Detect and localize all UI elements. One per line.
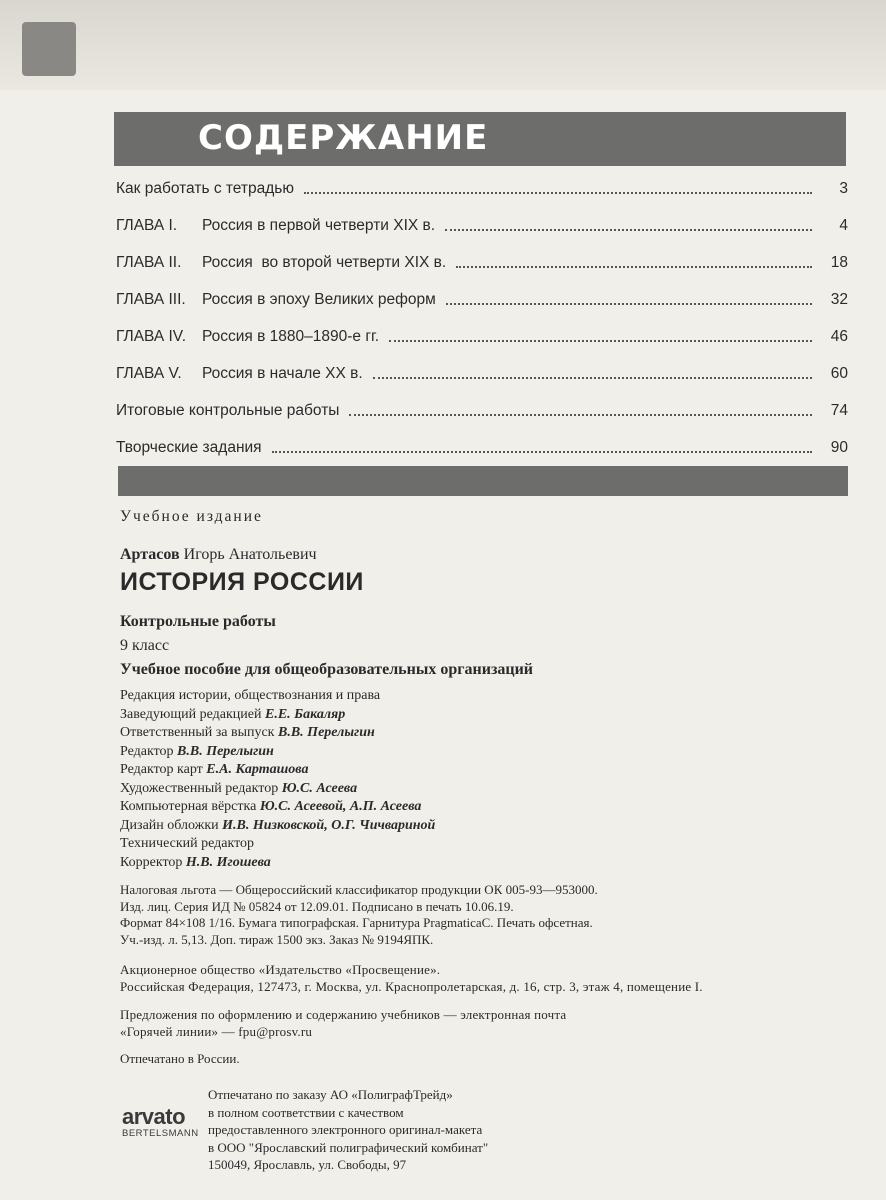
toc-title: СОДЕРЖАНИЕ <box>198 118 489 158</box>
toc-banner <box>114 112 846 166</box>
logo-main-text: arvato <box>122 1104 186 1129</box>
arvato-logo <box>122 1106 200 1139</box>
toc-entry-chapter: ГЛАВА IV. <box>116 327 187 345</box>
tech-line: Налоговая льгота — Общероссийский классификатор продукции ОК 005-93—953000. <box>120 882 598 897</box>
toc-entry-page: 3 <box>839 179 848 197</box>
credits-list <box>120 687 860 872</box>
tech-line: Формат 84×108 1/16. Бумага типографская. Гарнитура PragmaticaC. Печать офсетная. <box>120 915 593 930</box>
toc-entry-title: Россия в первой четверти XIX в. <box>202 216 436 234</box>
credit-name: В.В. Перелыгин <box>278 725 375 740</box>
toc-entry <box>116 392 848 429</box>
publisher-details <box>120 961 860 995</box>
author-surname: Артасов <box>120 546 180 563</box>
toc-entry-page: 74 <box>830 401 848 419</box>
toc-entry-chapter: ГЛАВА V. <box>116 364 182 382</box>
grade: 9 класс <box>120 637 170 654</box>
credit-line <box>120 854 860 873</box>
toc-entry <box>116 355 848 392</box>
printer-line: 150049, Ярославль, ул. Свободы, 97 <box>208 1157 407 1172</box>
toc-entry-chapter: ГЛАВА I. <box>116 216 178 234</box>
toc-entry <box>116 244 848 281</box>
toc-entry-page: 60 <box>830 364 848 382</box>
toc-entry <box>116 170 848 207</box>
publisher-line: Акционерное общество «Издательство «Просвещение». <box>120 962 441 977</box>
credit-line <box>120 798 860 817</box>
author-name: Игорь Анатольевич <box>183 546 317 563</box>
credit-name: Е.А. Карташова <box>206 762 309 777</box>
printer-details <box>208 1086 488 1174</box>
credit-role: Художественный редактор <box>120 780 279 796</box>
book-purpose: Учебное пособие для общеобразовательных организаций <box>120 661 534 678</box>
credit-name: Н.В. Игошева <box>185 854 271 870</box>
credit-line <box>120 780 860 799</box>
logo-sub-text: BERTELSMANN <box>122 1128 199 1139</box>
credit-line <box>120 687 860 706</box>
printed-in: Отпечатано в России. <box>120 1051 240 1066</box>
toc-leader-dots <box>304 192 812 194</box>
printer-line: в полном соответствии с качеством <box>208 1104 404 1120</box>
credit-line <box>120 743 860 762</box>
contact-details <box>120 1006 860 1040</box>
book-subtitle: Контрольные работы <box>120 613 276 630</box>
credit-line <box>120 706 860 725</box>
toc-leader-dots <box>272 451 812 453</box>
toc-entry-page: 18 <box>830 253 848 271</box>
printer-line: Отпечатано по заказу АО «ПолиграфТрейд» <box>208 1087 453 1102</box>
credit-role: Технический редактор <box>120 836 255 851</box>
credit-name: В.В. Перелыгин <box>177 743 274 759</box>
toc-leader-dots <box>446 303 812 305</box>
toc-entry-title: Россия в эпоху Великих реформ <box>202 290 436 308</box>
toc-leader-dots <box>456 266 812 268</box>
tech-line: Изд. лиц. Серия ИД № 05824 от 12.09.01. Подписано в печать 10.06.19. <box>120 898 514 914</box>
toc-entry <box>116 207 848 244</box>
credit-line <box>120 817 860 836</box>
credit-role: Корректор <box>120 854 183 870</box>
credit-name: Ю.С. Асеевой, А.П. Асеева <box>259 799 422 814</box>
edition-type: Учебное издание <box>120 508 263 525</box>
toc-entry-chapter: ГЛАВА III. <box>116 290 186 308</box>
toc-entry-title: Как работать с тетрадью <box>116 179 294 197</box>
author <box>120 546 860 564</box>
toc-entry <box>116 281 848 318</box>
tech-line: Уч.-изд. л. 5,13. Доп. тираж 1500 экз. Заказ № 9194ЯПК. <box>120 931 434 947</box>
toc-entry-title: Россия в 1880–1890-е гг. <box>202 327 380 345</box>
toc-leader-dots <box>349 414 812 416</box>
toc-entry-page: 4 <box>839 216 848 234</box>
toc-entry <box>116 318 848 355</box>
credit-role: Редактор карт <box>120 762 203 777</box>
credit-line <box>120 835 860 854</box>
toc-leader-dots <box>445 229 812 231</box>
toc-entry-page: 46 <box>830 327 848 345</box>
toc-leader-dots <box>389 340 812 342</box>
toc-entry-title: Россия во второй четверти XIX в. <box>202 253 447 271</box>
credit-role: Заведующий редакцией <box>120 706 262 722</box>
toc-entry-page: 90 <box>830 438 848 456</box>
credit-role: Редактор <box>120 743 174 759</box>
toc-entry-chapter: ГЛАВА II. <box>116 253 182 271</box>
toc-list <box>116 170 848 466</box>
toc-leader-dots <box>373 377 812 379</box>
credit-line <box>120 724 860 743</box>
credit-role: Ответственный за выпуск <box>120 725 275 740</box>
credit-role: Редакция истории, обществознания и права <box>120 688 381 703</box>
credit-name: И.В. Низковской, О.Г. Чичвариной <box>222 817 436 833</box>
publisher-line: Российская Федерация, 127473, г. Москва, ул. Краснопролетарская, д. 16, стр. 3, этаж 4, помещение I. <box>120 979 703 994</box>
page-header <box>0 0 886 90</box>
technical-details <box>120 882 860 948</box>
credit-line <box>120 761 860 780</box>
credit-name: Ю.С. Асеева <box>281 780 358 796</box>
toc-entry-title: Творческие задания <box>116 438 262 456</box>
credit-role: Дизайн обложки <box>120 817 219 833</box>
credit-role: Компьютерная вёрстка <box>120 799 257 814</box>
contact-line: Предложения по оформлению и содержанию учебников — электронная почта <box>120 1007 567 1022</box>
credit-name: Е.Е. Бакаляр <box>265 706 346 722</box>
toc-bottom-bar <box>118 466 848 496</box>
contact-line: «Горячей линии» — fpu@prosv.ru <box>120 1024 313 1039</box>
toc-entry-title: Итоговые контрольные работы <box>116 401 340 419</box>
toc-entry-page: 32 <box>830 290 848 308</box>
corner-page-marker <box>22 22 76 76</box>
book-title: ИСТОРИЯ РОССИИ <box>120 568 364 596</box>
printer-line: в ООО "Ярославский полиграфический комбинат" <box>208 1139 489 1155</box>
printer-line: предоставленного электронного оригинал-макета <box>208 1122 483 1137</box>
toc-entry <box>116 429 848 466</box>
toc-entry-title: Россия в начале XX в. <box>202 364 363 382</box>
